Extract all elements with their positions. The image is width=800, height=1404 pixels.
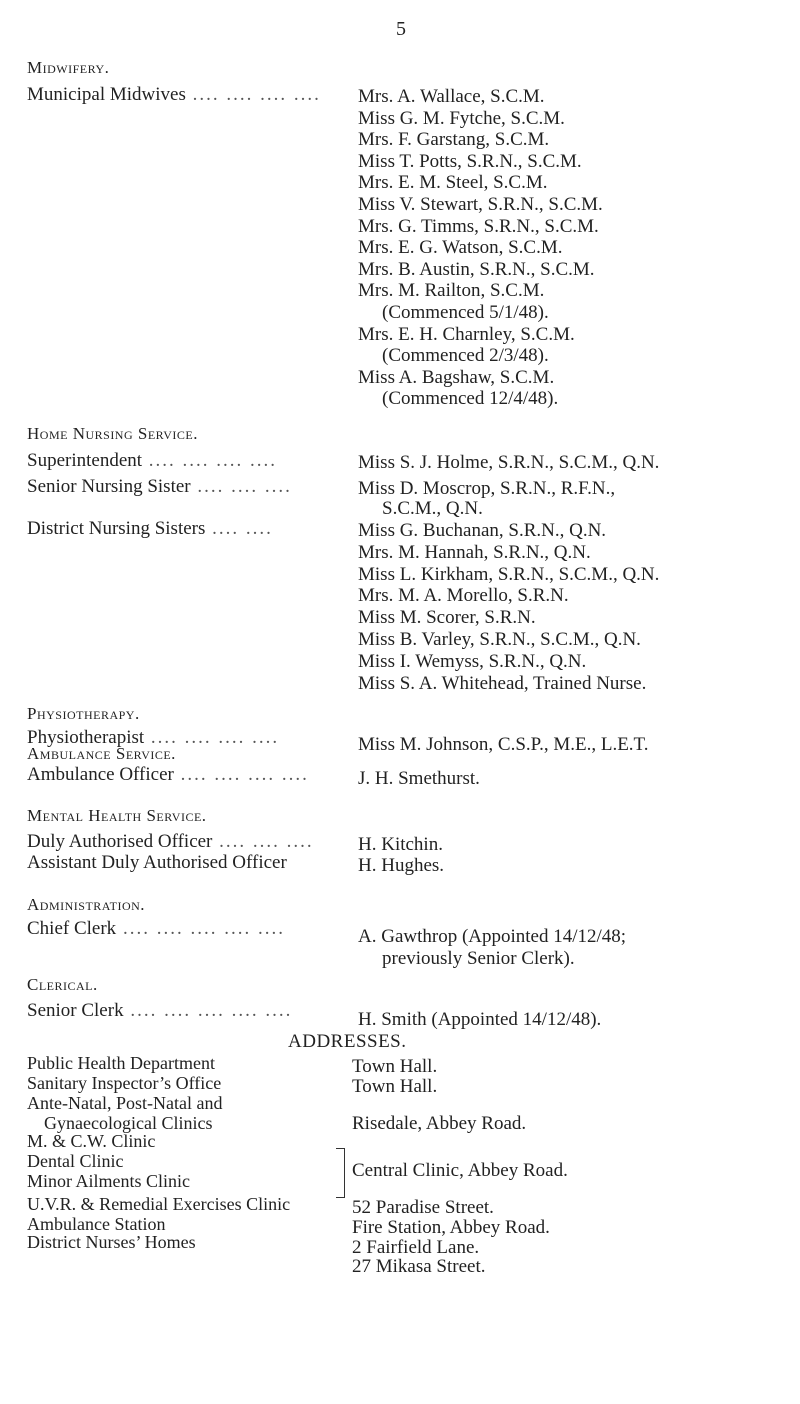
addresses-brace <box>336 1148 345 1198</box>
address-label: U.V.R. & Remedial Exercises Clinic <box>27 1194 291 1214</box>
midwife-entry: (Commenced 12/4/48). <box>382 388 559 410</box>
midwife-entry: Mrs. E. G. Watson, S.C.M. <box>358 237 563 259</box>
address-label: Public Health Department <box>27 1053 215 1073</box>
district-nurse-entry: Miss S. A. Whitehead, Trained Nurse. <box>358 672 647 694</box>
address-value: Central Clinic, Abbey Road. <box>352 1160 568 1181</box>
district-nursing-sisters-label: District Nursing Sisters .... .... <box>27 518 273 539</box>
address-value: 2 Fairfield Lane. <box>352 1237 480 1258</box>
senior-clerk-name: H. Smith (Appointed 14/12/48). <box>358 1009 602 1030</box>
district-nurse-entry: Miss M. Scorer, S.R.N. <box>358 607 536 629</box>
midwife-entry: (Commenced 2/3/48). <box>382 345 549 367</box>
address-label: Ante-Natal, Post-Natal and <box>27 1093 223 1113</box>
address-value: 27 Mikasa Street. <box>352 1256 486 1277</box>
superintendent-name: Miss S. J. Holme, S.R.N., S.C.M., Q.N. <box>358 452 660 473</box>
address-label: M. & C.W. Clinic <box>27 1131 156 1151</box>
district-nurse-entry: Miss G. Buchanan, S.R.N., Q.N. <box>358 520 607 541</box>
address-value: Town Hall. <box>352 1056 438 1077</box>
address-value: 52 Paradise Street. <box>352 1197 494 1218</box>
ambulance-heading: Ambulance Service. <box>27 744 176 763</box>
ambulance-officer-name: J. H. Smethurst. <box>358 768 480 789</box>
municipal-midwives-label: Municipal Midwives .... .... .... .... <box>27 84 321 105</box>
superintendent-label: Superintendent .... .... .... .... <box>27 450 278 471</box>
senior-nursing-sister-name-2: S.C.M., Q.N. <box>382 498 483 519</box>
page-number: 5 <box>396 18 406 40</box>
district-nurse-entry: Miss B. Varley, S.R.N., S.C.M., Q.N. <box>358 629 641 650</box>
addresses-heading: ADDRESSES. <box>288 1031 407 1052</box>
district-nurse-entry: Miss I. Wemyss, S.R.N., Q.N. <box>358 650 587 672</box>
assistant-duly-authorised-officer-label: Assistant Duly Authorised Officer <box>27 852 287 873</box>
address-label: Ambulance Station <box>27 1214 166 1234</box>
midwife-entry: Mrs. F. Garstang, S.C.M. <box>358 129 550 151</box>
address-label: Sanitary Inspector’s Office <box>27 1073 222 1093</box>
home-nursing-heading: Home Nursing Service. <box>27 424 198 443</box>
midwife-entry: (Commenced 5/1/48). <box>382 302 549 323</box>
address-label: Gynaecological Clinics <box>44 1113 213 1133</box>
district-nurse-entry: Mrs. M. Hannah, S.R.N., Q.N. <box>358 541 591 563</box>
midwife-entry: Miss V. Stewart, S.R.N., S.C.M. <box>358 194 603 215</box>
chief-clerk-name-2: previously Senior Clerk). <box>382 948 575 969</box>
address-label: District Nurses’ Homes <box>27 1232 196 1252</box>
ambulance-officer-label: Ambulance Officer .... .... .... .... <box>27 764 309 785</box>
physiotherapist-name: Miss M. Johnson, C.S.P., M.E., L.E.T. <box>358 734 649 755</box>
midwife-entry: Mrs. B. Austin, S.R.N., S.C.M. <box>358 258 595 280</box>
midwife-entry: Miss G. M. Fytche, S.C.M. <box>358 107 565 129</box>
duly-authorised-officer-label: Duly Authorised Officer .... .... .... <box>27 831 314 852</box>
midwife-entry: Mrs. E. H. Charnley, S.C.M. <box>358 323 575 345</box>
district-nurse-entry: Miss L. Kirkham, S.R.N., S.C.M., Q.N. <box>358 563 660 585</box>
chief-clerk-name-1: A. Gawthrop (Appointed 14/12/48; <box>358 926 627 947</box>
midwife-entry: Mrs. A. Wallace, S.C.M. <box>358 86 545 107</box>
midwife-entry: Miss A. Bagshaw, S.C.M. <box>358 366 555 388</box>
address-label: Dental Clinic <box>27 1151 124 1171</box>
duly-authorised-officer-name: H. Kitchin. <box>358 834 443 855</box>
clerical-heading: Clerical. <box>27 975 98 994</box>
midwife-entry: Mrs. M. Railton, S.C.M. <box>358 280 545 302</box>
address-value: Fire Station, Abbey Road. <box>352 1217 550 1238</box>
physiotherapy-heading: Physiotherapy. <box>27 704 140 723</box>
senior-nursing-sister-label: Senior Nursing Sister .... .... .... <box>27 476 292 497</box>
address-label: Minor Ailments Clinic <box>27 1171 191 1191</box>
physiotherapist-label: Physiotherapist .... .... .... .... <box>27 727 280 748</box>
assistant-duly-authorised-officer-name: H. Hughes. <box>358 855 445 876</box>
mental-health-heading: Mental Health Service. <box>27 806 207 825</box>
administration-heading: Administration. <box>27 895 146 914</box>
chief-clerk-label: Chief Clerk .... .... .... .... .... <box>27 918 285 939</box>
address-value: Town Hall. <box>352 1076 438 1097</box>
senior-clerk-label: Senior Clerk .... .... .... .... .... <box>27 1000 293 1021</box>
midwife-entry: Mrs. G. Timms, S.R.N., S.C.M. <box>358 215 599 237</box>
senior-nursing-sister-name-1: Miss D. Moscrop, S.R.N., R.F.N., <box>358 478 616 499</box>
district-nurse-entry: Mrs. M. A. Morello, S.R.N. <box>358 585 569 607</box>
midwifery-heading: Midwifery. <box>27 58 110 77</box>
midwife-entry: Miss T. Potts, S.R.N., S.C.M. <box>358 150 582 172</box>
midwife-entry: Mrs. E. M. Steel, S.C.M. <box>358 172 548 194</box>
address-value: Risedale, Abbey Road. <box>352 1113 527 1134</box>
